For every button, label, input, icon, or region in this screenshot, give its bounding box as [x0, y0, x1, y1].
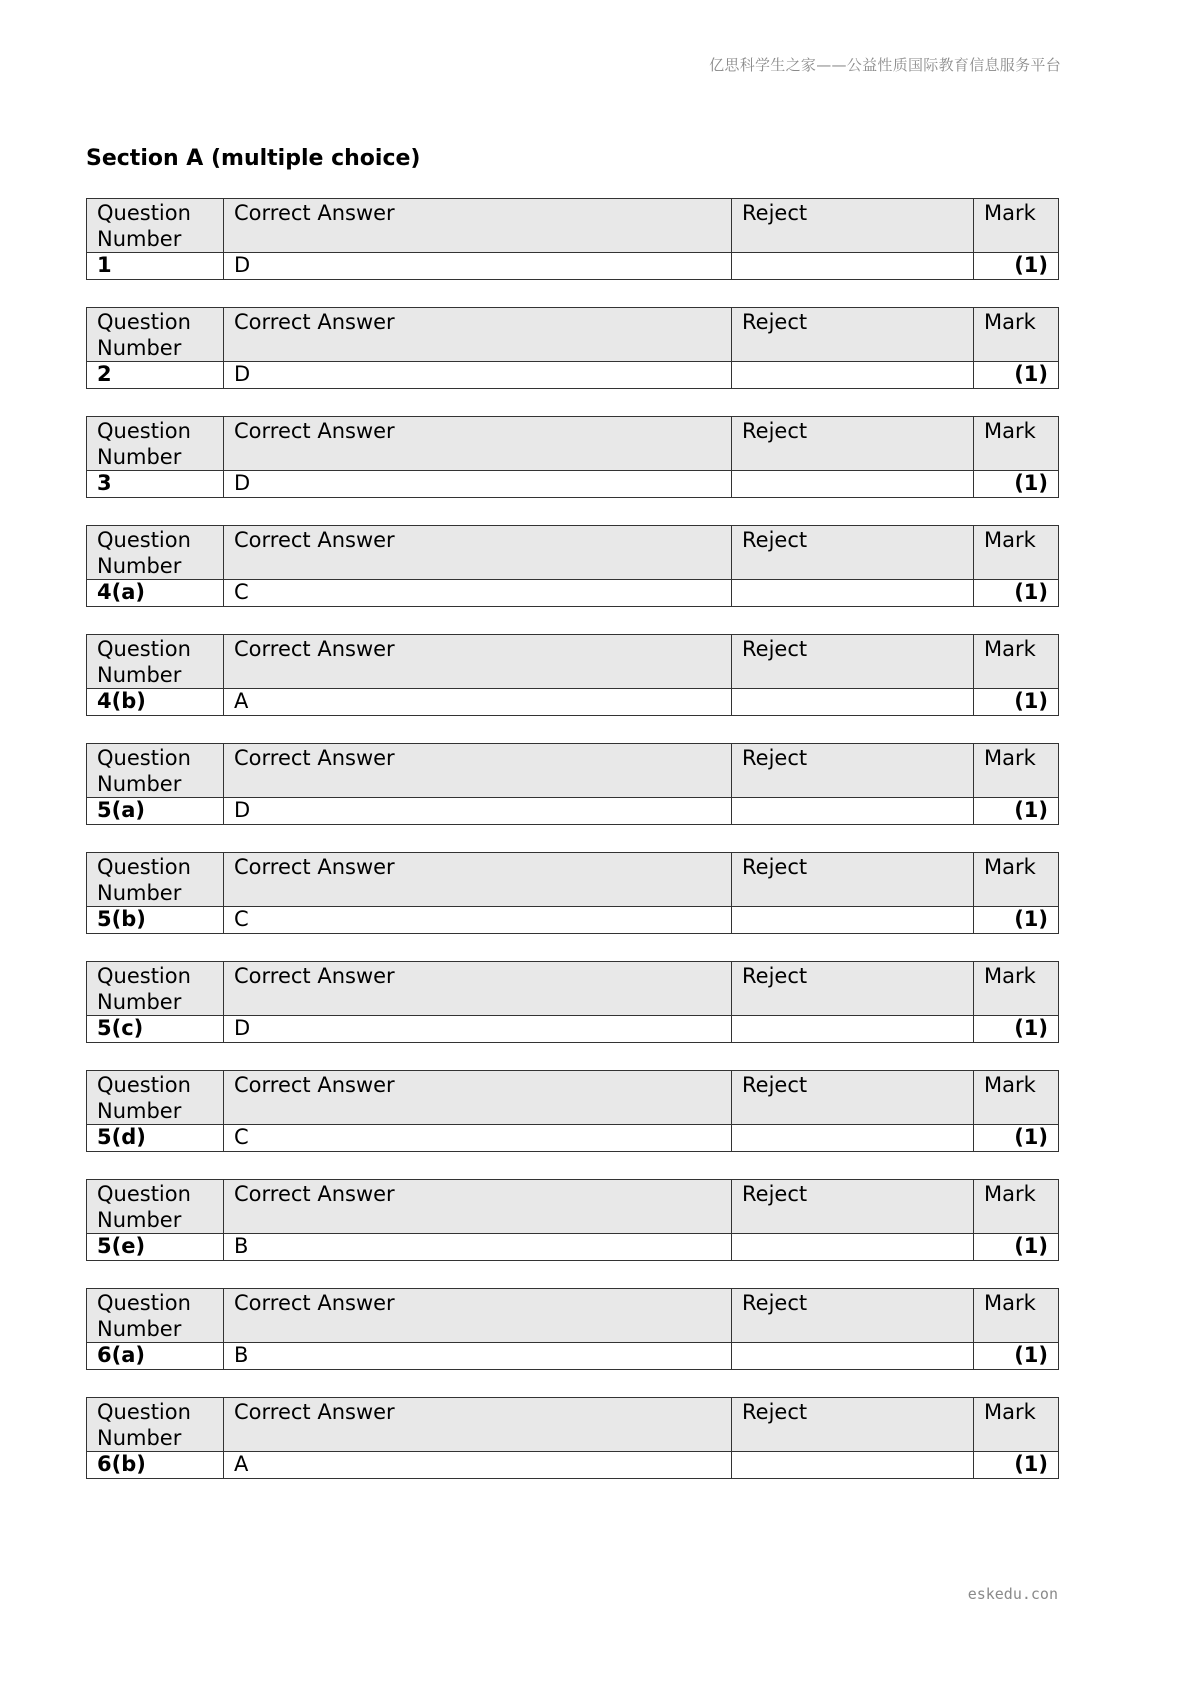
- reject-cell: [732, 798, 974, 825]
- correct-answer-cell: C: [224, 1125, 732, 1152]
- question-number-cell: 5(b): [87, 907, 224, 934]
- correct-answer-header: Correct Answer: [224, 1180, 732, 1234]
- reject-cell: [732, 1452, 974, 1479]
- mark-cell: (1): [974, 253, 1059, 280]
- question-number-header: Question Number: [87, 635, 224, 689]
- question-number-header: Question Number: [87, 744, 224, 798]
- question-number-cell: 5(d): [87, 1125, 224, 1152]
- reject-header: Reject: [732, 1180, 974, 1234]
- question-number-cell: 4(a): [87, 580, 224, 607]
- mark-header: Mark: [974, 1398, 1059, 1452]
- correct-answer-header: Correct Answer: [224, 199, 732, 253]
- reject-cell: [732, 253, 974, 280]
- mark-header: Mark: [974, 962, 1059, 1016]
- table-header-row: [87, 853, 1059, 907]
- mark-cell: (1): [974, 362, 1059, 389]
- correct-answer-header: Correct Answer: [224, 1289, 732, 1343]
- question-number-cell: 4(b): [87, 689, 224, 716]
- reject-cell: [732, 580, 974, 607]
- reject-cell: [732, 362, 974, 389]
- correct-answer-header: Correct Answer: [224, 526, 732, 580]
- correct-answer-header: Correct Answer: [224, 962, 732, 1016]
- mark-table: [86, 1179, 1059, 1261]
- question-number-cell: 5(a): [87, 798, 224, 825]
- mark-table: [86, 743, 1059, 825]
- mark-cell: (1): [974, 907, 1059, 934]
- question-number-cell: 5(e): [87, 1234, 224, 1261]
- table-row: [87, 580, 1059, 607]
- question-number-cell: 3: [87, 471, 224, 498]
- question-number-cell: 5(c): [87, 1016, 224, 1043]
- mark-cell: (1): [974, 798, 1059, 825]
- correct-answer-cell: D: [224, 1016, 732, 1043]
- reject-header: Reject: [732, 199, 974, 253]
- reject-header: Reject: [732, 308, 974, 362]
- mark-table: [86, 1397, 1059, 1479]
- table-row: [87, 1125, 1059, 1152]
- question-number-cell: 6(b): [87, 1452, 224, 1479]
- table-row: [87, 907, 1059, 934]
- reject-cell: [732, 471, 974, 498]
- table-row: [87, 253, 1059, 280]
- reject-header: Reject: [732, 635, 974, 689]
- correct-answer-header: Correct Answer: [224, 1071, 732, 1125]
- correct-answer-cell: D: [224, 253, 732, 280]
- table-header-row: [87, 744, 1059, 798]
- correct-answer-cell: C: [224, 907, 732, 934]
- mark-header: Mark: [974, 1180, 1059, 1234]
- mark-header: Mark: [974, 635, 1059, 689]
- table-header-row: [87, 199, 1059, 253]
- reject-cell: [732, 1125, 974, 1152]
- reject-header: Reject: [732, 744, 974, 798]
- mark-header: Mark: [974, 417, 1059, 471]
- mark-cell: (1): [974, 689, 1059, 716]
- correct-answer-header: Correct Answer: [224, 1398, 732, 1452]
- question-number-cell: 1: [87, 253, 224, 280]
- mark-cell: (1): [974, 580, 1059, 607]
- correct-answer-header: Correct Answer: [224, 744, 732, 798]
- table-row: [87, 689, 1059, 716]
- reject-cell: [732, 1234, 974, 1261]
- reject-header: Reject: [732, 526, 974, 580]
- table-row: [87, 1343, 1059, 1370]
- mark-cell: (1): [974, 1125, 1059, 1152]
- question-number-header: Question Number: [87, 526, 224, 580]
- mark-table: [86, 307, 1059, 389]
- mark-table: [86, 1288, 1059, 1370]
- mark-cell: (1): [974, 1016, 1059, 1043]
- correct-answer-cell: D: [224, 798, 732, 825]
- reject-header: Reject: [732, 1398, 974, 1452]
- table-row: [87, 1452, 1059, 1479]
- question-number-header: Question Number: [87, 308, 224, 362]
- table-header-row: [87, 1398, 1059, 1452]
- table-row: [87, 362, 1059, 389]
- question-number-header: Question Number: [87, 1180, 224, 1234]
- correct-answer-header: Correct Answer: [224, 853, 732, 907]
- mark-table: [86, 1070, 1059, 1152]
- table-header-row: [87, 526, 1059, 580]
- footer-note: eskedu.con: [967, 1585, 1058, 1603]
- mark-header: Mark: [974, 853, 1059, 907]
- question-number-header: Question Number: [87, 417, 224, 471]
- correct-answer-header: Correct Answer: [224, 635, 732, 689]
- table-row: [87, 1016, 1059, 1043]
- mark-cell: (1): [974, 1452, 1059, 1479]
- mark-table: [86, 416, 1059, 498]
- reject-cell: [732, 907, 974, 934]
- table-header-row: [87, 1180, 1059, 1234]
- table-row: [87, 1234, 1059, 1261]
- mark-table: [86, 852, 1059, 934]
- mark-header: Mark: [974, 526, 1059, 580]
- reject-cell: [732, 1343, 974, 1370]
- table-row: [87, 798, 1059, 825]
- mark-cell: (1): [974, 1234, 1059, 1261]
- question-number-header: Question Number: [87, 199, 224, 253]
- question-number-cell: 6(a): [87, 1343, 224, 1370]
- reject-header: Reject: [732, 1071, 974, 1125]
- table-row: [87, 471, 1059, 498]
- mark-table: [86, 961, 1059, 1043]
- mark-table: [86, 634, 1059, 716]
- correct-answer-header: Correct Answer: [224, 417, 732, 471]
- question-number-header: Question Number: [87, 962, 224, 1016]
- question-number-header: Question Number: [87, 1398, 224, 1452]
- reject-header: Reject: [732, 1289, 974, 1343]
- table-header-row: [87, 635, 1059, 689]
- table-header-row: [87, 1071, 1059, 1125]
- correct-answer-cell: A: [224, 689, 732, 716]
- correct-answer-cell: B: [224, 1343, 732, 1370]
- question-number-header: Question Number: [87, 1289, 224, 1343]
- mark-table: [86, 198, 1059, 280]
- mark-header: Mark: [974, 199, 1059, 253]
- mark-header: Mark: [974, 1289, 1059, 1343]
- reject-header: Reject: [732, 417, 974, 471]
- table-header-row: [87, 417, 1059, 471]
- mark-cell: (1): [974, 471, 1059, 498]
- reject-cell: [732, 1016, 974, 1043]
- correct-answer-header: Correct Answer: [224, 308, 732, 362]
- mark-header: Mark: [974, 1071, 1059, 1125]
- table-header-row: [87, 1289, 1059, 1343]
- header-note: 亿思科学生之家——公益性质国际教育信息服务平台: [709, 56, 1061, 74]
- mark-cell: (1): [974, 1343, 1059, 1370]
- mark-scheme-tables: [86, 198, 1058, 1506]
- mark-header: Mark: [974, 308, 1059, 362]
- reject-header: Reject: [732, 853, 974, 907]
- correct-answer-cell: A: [224, 1452, 732, 1479]
- reject-cell: [732, 689, 974, 716]
- correct-answer-cell: D: [224, 471, 732, 498]
- question-number-cell: 2: [87, 362, 224, 389]
- mark-header: Mark: [974, 744, 1059, 798]
- section-title: Section A (multiple choice): [86, 146, 421, 171]
- correct-answer-cell: B: [224, 1234, 732, 1261]
- table-header-row: [87, 962, 1059, 1016]
- table-header-row: [87, 308, 1059, 362]
- question-number-header: Question Number: [87, 1071, 224, 1125]
- correct-answer-cell: C: [224, 580, 732, 607]
- question-number-header: Question Number: [87, 853, 224, 907]
- correct-answer-cell: D: [224, 362, 732, 389]
- mark-table: [86, 525, 1059, 607]
- reject-header: Reject: [732, 962, 974, 1016]
